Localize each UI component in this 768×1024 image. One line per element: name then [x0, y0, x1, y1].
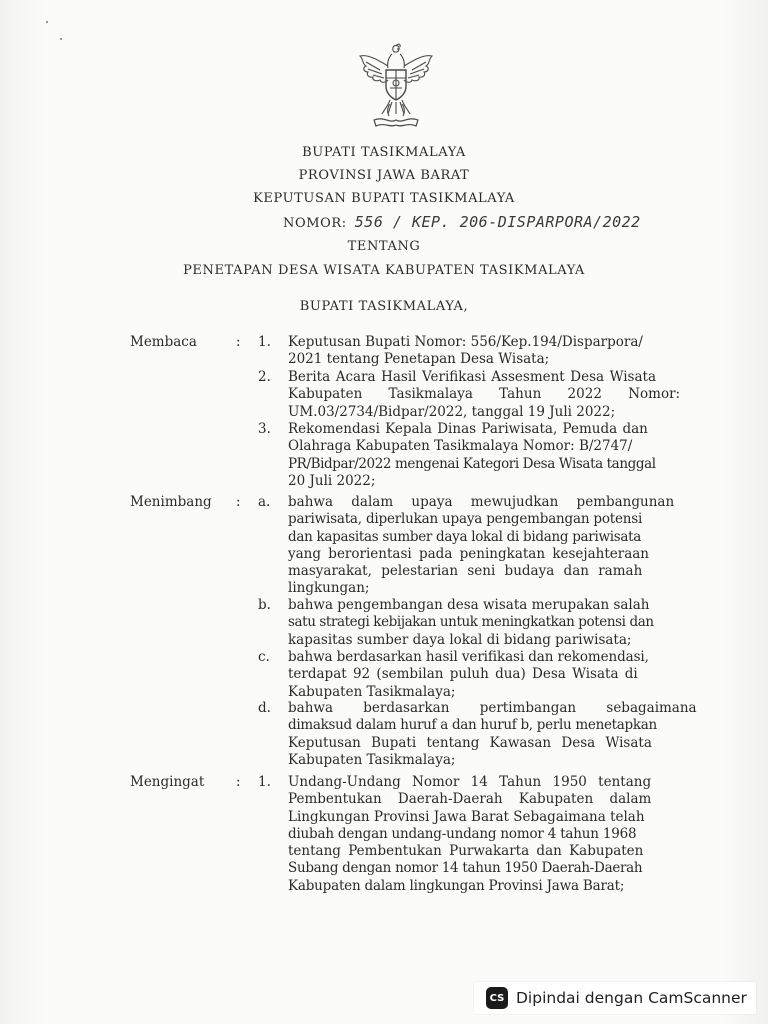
decree-number [283, 213, 641, 231]
text-line: 20 Juli 2022; [288, 472, 376, 489]
scan-speck [60, 38, 62, 40]
item-number: d. [258, 700, 271, 716]
section-label-menimbang: Menimbang [130, 494, 212, 510]
camscanner-text: Dipindai dengan CamScanner [516, 989, 747, 1007]
decree-subject: PENETAPAN DESA WISATA KABUPATEN TASIKMALAYA [183, 263, 585, 278]
text-line: Kabupaten Tasikmalaya Tahun 2022 Nomor: [288, 386, 681, 403]
text-line: pariwisata, diperlukan upaya pengembangan potensi [288, 511, 643, 528]
camscanner-watermark [474, 982, 756, 1014]
item-text [288, 649, 656, 701]
item-text [288, 369, 681, 421]
item-number: 1. [258, 334, 271, 350]
issuer-salutation: BUPATI TASIKMALAYA, [299, 299, 469, 314]
text-line: 2021 tentang Penetapan Desa Wisata; [288, 351, 550, 368]
province-title: PROVINSI JAWA BARAT [298, 168, 470, 183]
text-line: Kabupaten Tasikmalaya; [288, 683, 456, 700]
section-label-mengingat: Mengingat [130, 774, 205, 790]
decree-title: KEPUTUSAN BUPATI TASIKMALAYA [253, 191, 515, 206]
text-line: bahwa dalam upaya mewujudkan pembangunan [288, 494, 675, 510]
text-line: satu strategi kebijakan untuk meningkatkan potensi dan [288, 614, 654, 631]
text-line: tentang Pembentukan Purwakarta dan Kabupaten [288, 843, 644, 860]
camscanner-logo-icon: CS [486, 987, 508, 1009]
section-colon: : [236, 334, 241, 350]
text-line: bahwa berdasarkan hasil verifikasi dan rekomendasi, [288, 649, 649, 665]
text-line: Rekomendasi Kepala Dinas Pariwisata, Pemuda dan [288, 421, 648, 437]
text-line: bahwa pengembangan desa wisata merupakan salah [288, 597, 650, 613]
item-text [288, 700, 697, 769]
text-line: Keputusan Bupati Nomor: 556/Kep.194/Disparpora/ [288, 334, 643, 350]
item-text [288, 421, 656, 490]
text-line: Olahraga Kabupaten Tasikmalaya Nomor: B/2747/ [288, 438, 633, 455]
tentang-heading: TENTANG [347, 239, 421, 254]
section-colon: : [236, 494, 241, 510]
text-line: lingkungan; [288, 580, 370, 597]
text-line: Keputusan Bupati tentang Kawasan Desa Wisata [288, 734, 652, 751]
item-text [288, 597, 656, 649]
text-line: bahwa berdasarkan pertimbangan sebagaimana [288, 700, 697, 716]
item-number: 2. [258, 369, 271, 385]
garuda-emblem-icon [354, 42, 438, 130]
text-line: Pembentukan Daerah-Daerah Kabupaten dalam [288, 791, 652, 808]
item-text [288, 494, 675, 598]
text-line: yang berorientasi pada peningkatan kesejahteraan [288, 545, 649, 562]
item-text [288, 774, 656, 895]
text-line: kapasitas sumber daya lokal di bidang pariwisata; [288, 631, 632, 648]
scan-speck [46, 21, 48, 23]
text-line: Subang dengan nomor 14 tahun 1950 Daerah-Daerah [288, 860, 643, 877]
text-line: Kabupaten Tasikmalaya; [288, 751, 456, 768]
item-number: a. [258, 494, 271, 510]
item-text [288, 334, 656, 369]
section-label-membaca: Membaca [130, 334, 197, 350]
text-line: PR/Bidpar/2022 mengenai Kategori Desa Wisata tanggal [288, 455, 656, 472]
section-colon: : [236, 774, 241, 790]
text-line: Berita Acara Hasil Verifikasi Assesment Desa Wisata [288, 369, 656, 385]
text-line: Kabupaten dalam lingkungan Provinsi Jawa Barat; [288, 877, 625, 894]
text-line: dan kapasitas sumber daya lokal di bidang pariwisata [288, 528, 641, 545]
text-line: dimaksud dalam huruf a dan huruf b, perlu menetapkan [288, 717, 657, 734]
text-line: terdapat 92 (sembilan puluh dua) Desa Wisata di [288, 666, 638, 683]
item-number: c. [258, 649, 270, 665]
decree-number-handwritten: 556 / KEP. 206-DISPARPORA/2022 [354, 213, 641, 231]
text-line: Undang-Undang Nomor 14 Tahun 1950 tentang [288, 774, 652, 790]
item-number: b. [258, 597, 271, 613]
item-number: 3. [258, 421, 271, 437]
issuer-title: BUPATI TASIKMALAYA [302, 145, 466, 160]
text-line: diubah dengan undang-undang nomor 4 tahun 1968 [288, 825, 637, 842]
text-line: Lingkungan Provinsi Jawa Barat Sebagaimana telah [288, 808, 645, 825]
text-line: masyarakat, pelestarian seni budaya dan ramah [288, 563, 643, 580]
item-number: 1. [258, 774, 271, 790]
decree-number-label: NOMOR: [283, 216, 347, 231]
text-line: UM.03/2734/Bidpar/2022, tanggal 19 Juli 2022; [288, 403, 616, 420]
